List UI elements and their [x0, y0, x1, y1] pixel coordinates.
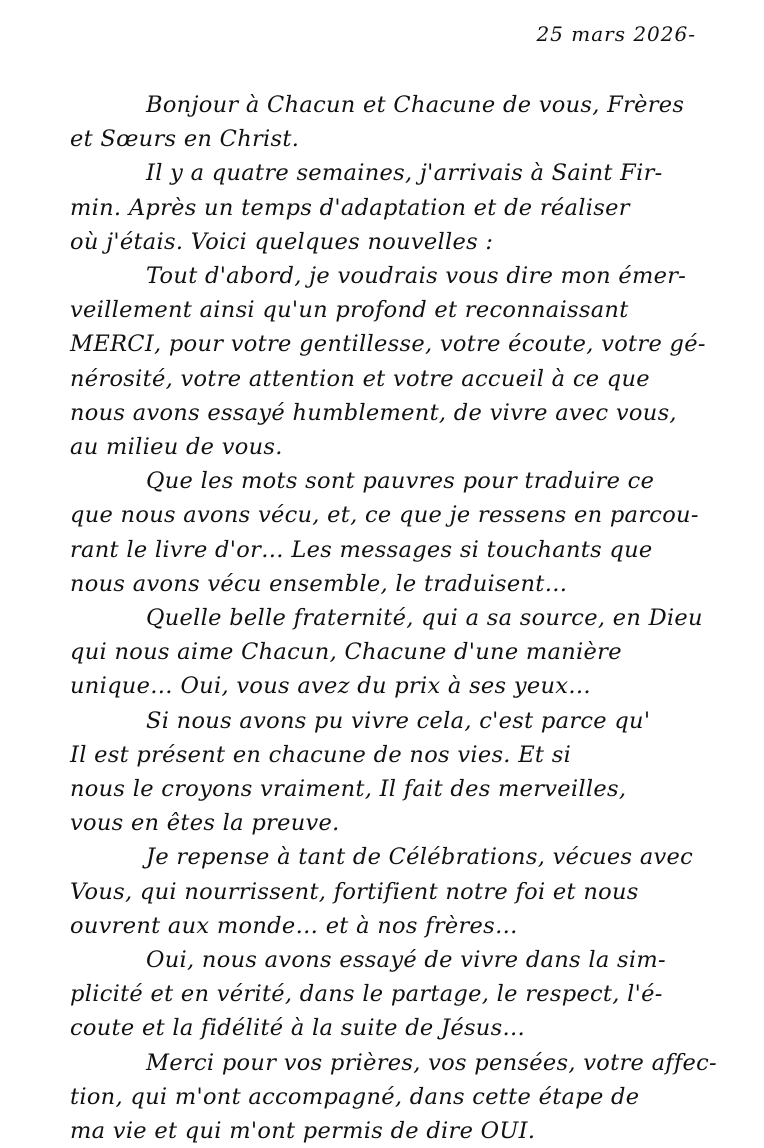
letter-line: rant le livre d'or… Les messages si touchants que [70, 536, 653, 563]
letter-line: Tout d'abord, je voudrais vous dire mon émer- [146, 263, 687, 290]
letter-line: plicité et en vérité, dans le partage, le respect, l'é- [70, 981, 663, 1008]
letter-line: vous en êtes la preuve. [70, 810, 340, 837]
letter-line: Je repense à tant de Célébrations, vécues avec [146, 844, 694, 871]
letter-line: au milieu de vous. [70, 434, 283, 461]
letter-line: ouvrent aux monde… et à nos frères… [70, 912, 518, 939]
letter-body [70, 88, 717, 1148]
letter-line: min. Après un temps d'adaptation et de réaliser [70, 194, 630, 221]
letter-line: tion, qui m'ont accompagné, dans cette étape de [70, 1083, 640, 1110]
letter-line: Si nous avons pu vivre cela, c'est parce qu' [146, 707, 651, 734]
letter-line: Il est présent en chacune de nos vies. Et si [70, 741, 572, 768]
letter-line: Quelle belle fraternité, qui a sa source, en Dieu [146, 605, 703, 632]
letter-line: où j'étais. Voici quelques nouvelles : [70, 228, 494, 255]
letter-line: que nous avons vécu, et, ce que je ressens en parcou- [70, 502, 699, 529]
letter-line: Bonjour à Chacun et Chacune de vous, Frères [146, 92, 685, 118]
letter-date: 25 mars 2026- [536, 22, 696, 46]
letter-line: et Sœurs en Christ. [70, 126, 300, 153]
letter-line: nous le croyons vraiment, Il fait des merveilles, [70, 776, 627, 803]
letter-line: Il y a quatre semaines, j'arrivais à Saint Fir- [146, 160, 663, 187]
letter-line: nérosité, votre attention et votre accueil à ce que [70, 365, 650, 392]
letter-line: coute et la fidélité à la suite de Jésus… [70, 1015, 526, 1042]
letter-line: ma vie et qui m'ont permis de dire OUI. [70, 1118, 536, 1145]
letter-line: nous avons essayé humblement, de vivre avec vous, [70, 399, 677, 426]
letter-line: unique… Oui, vous avez du prix à ses yeux… [70, 673, 592, 700]
letter-line: qui nous aime Chacun, Chacune d'une manière [70, 639, 622, 666]
letter-line: Merci pour vos prières, vos pensées, votre affec- [146, 1049, 717, 1076]
letter-line: veillement ainsi qu'un profond et reconnaissant [70, 297, 629, 324]
letter-line: Que les mots sont pauvres pour traduire ce [146, 468, 655, 495]
letter-line: nous avons vécu ensemble, le traduisent… [70, 570, 568, 597]
letter-line: Vous, qui nourrissent, fortifient notre foi et nous [70, 878, 639, 905]
letter-line: Oui, nous avons essayé de vivre dans la sim- [146, 947, 666, 974]
letter-line: MERCI, pour votre gentillesse, votre écoute, votre gé- [70, 331, 706, 358]
